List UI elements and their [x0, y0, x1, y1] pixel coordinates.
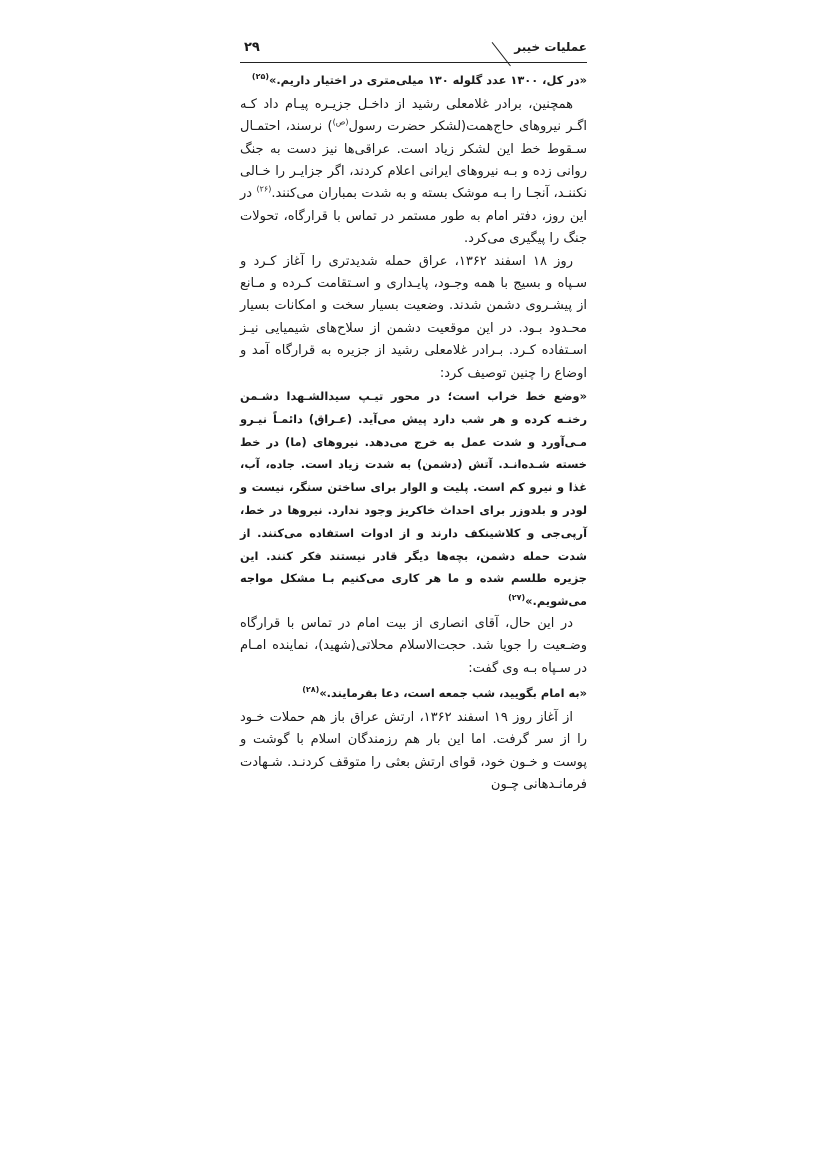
footnote-ref: (۲۵): [251, 72, 269, 82]
page-content: [240, 63, 587, 797]
quote-frontline-report: «وضع خط خراب است؛ در محور تیـپ سیدالشـهدا دشـمن رخنـه کرده و هر شب دارد پیش می‌آید. (عـراق) دائمـاً نیـرو مـی‌آورد و شدت عمل به خرج می‌دهد. نیروهای (ما) در خط خسته شـده‌انـد. آتش (دشمن) به شدت زیاد است. جاده، آب، غذا و نیرو کم است. پلیت و الوار برای ساختن سنگر، نیست و لودر و بلدوزر برای احداث خاکریز وجود ندارد. نیروها در خط، آرپی‌جی و کلاشینکف دارند و از ادوات استفاده می‌کنند. از شدت حمله دشمن، بچه‌ها دیگر قادر نیستند فکر کنند. این جزیره طلسم شده و ما هر کاری می‌کنیم بـا مشکل مواجه می‌شویم.»$^{(۲۷)}$: [240, 389, 587, 609]
footnote-ref: (۲۶): [256, 185, 272, 195]
paragraph-19-esfand: از آغاز روز ۱۹ اسفند ۱۳۶۲، ارتش عراق باز هم حملات خـود را از سر گرفت. اما این بار هم رزمندگان اسلام با گوشت و پوست و خـون خود، قوای ارتش بعثی را متوقف کردنـد. شـهادت فرمانـدهانی چـون: [240, 710, 587, 793]
paragraph-rashid-message: همچنین، برادر غلامعلی رشید از داخـل جزیـره پیـام داد کـه اگـر نیروهای حاج‌همت(لشکر حضرت رسول$^{(ص)}$) نرسند، احتمـال سـقوط خط این لشکر زیاد است. عراقی‌ها نیز دست به جنگ روانی زده و بـه نیروهای ایرانی اعلام کردند، اگر جزایـر را خـالی نکننـد، آنجـا را بـه موشک بسته و به شدت بمباران می‌کنند.$^{(۲۶)}$ در این روز، دفتر امام به طور مستمر در تماس با قرارگاه، تحولات جنگ را پیگیری می‌کرد.: [240, 96, 588, 247]
running-title: عملیات خیبر: [514, 40, 587, 54]
footnote-ref: (۲۸): [302, 685, 320, 695]
page-number: ۲۹: [244, 40, 260, 55]
paragraph-ansari-call: در این حال، آقای انصاری از بیت امام در تماس با قرارگاه وضـعیت را جویا شد. حجت‌الاسلام محلاتی(شهید)، نماینده امـام در سـپاه بـه وی گفت:: [240, 616, 587, 676]
page-header: [240, 38, 587, 63]
quote-ammunition: «در کل، ۱۳۰۰ عدد گلوله ۱۳۰ میلی‌متری در اختیار داریم.»$^{(۲۵)}$: [251, 72, 587, 87]
paragraph-18-esfand: روز ۱۸ اسفند ۱۳۶۲، عراق حمله شدیدتری را آغاز کـرد و سـپاه و بسیج با همه وجـود، پایـداری و اسـتقامت کـرده و مـانع از پیشـروی دشمن شدند. وضعیت بسیار سخت و امکانات بسیار محـدود بـود. در این موقعیت دشمن از سلاح‌های شیمیایی نیـز اسـتفاده کـرد. بـرادر غلامعلی رشید از جزیره به قرارگاه آمد و اوضاع را چنین توصیف کرد:: [240, 253, 587, 381]
book-page: [240, 38, 587, 797]
header-divider: [492, 42, 511, 66]
footnote-ref: (۲۷): [508, 593, 526, 603]
quote-prayer-request: «به امام بگویید، شب جمعه است، دعا بفرمایند.»$^{(۲۸)}$: [302, 685, 587, 701]
footnote-ref: (ص): [332, 117, 349, 127]
